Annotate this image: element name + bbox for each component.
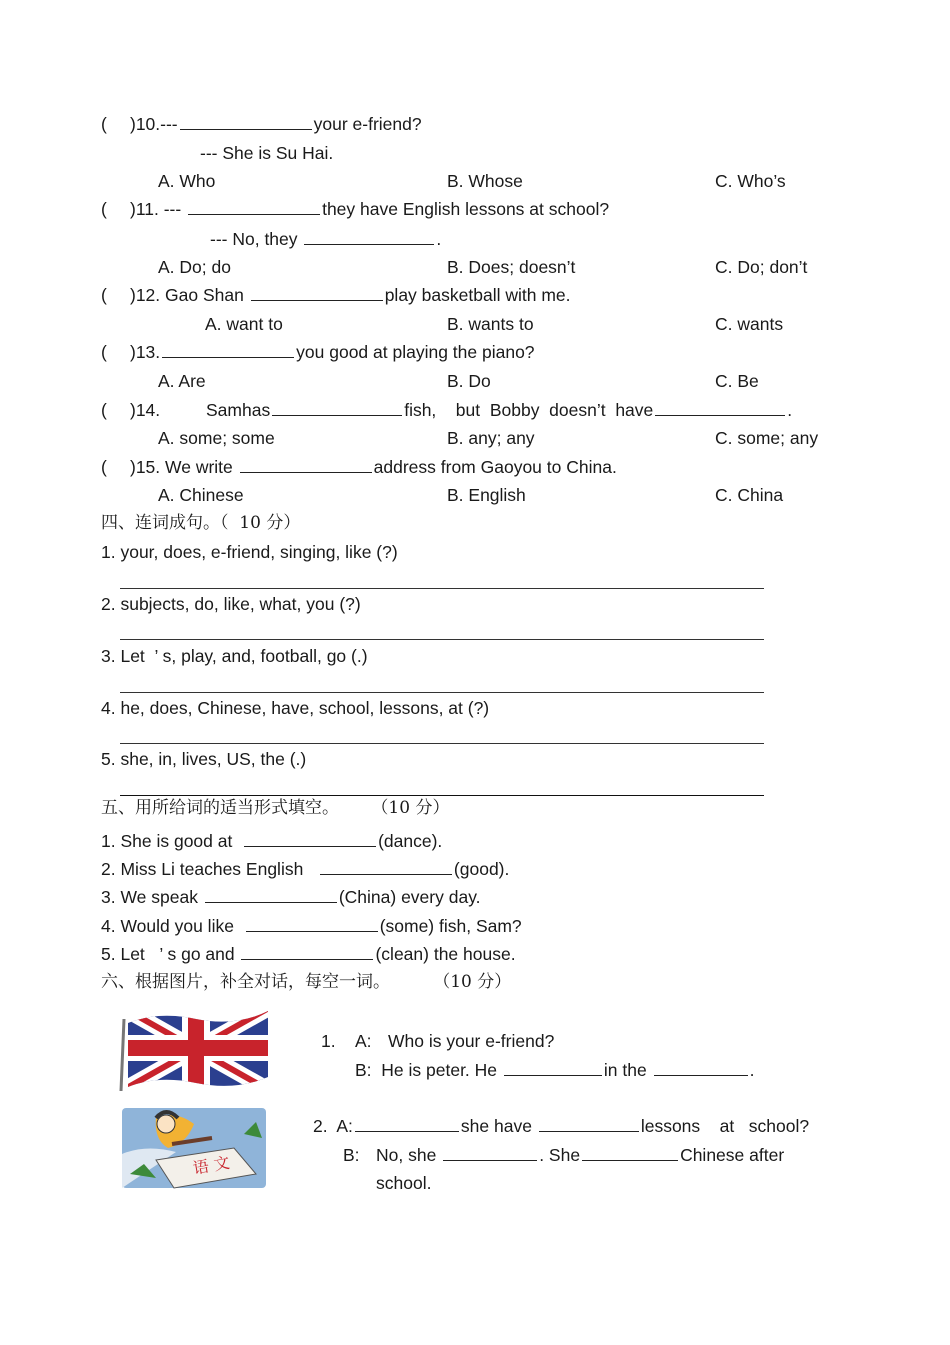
s4-item-2: 2. subjects, do, like, what, you (?) <box>101 594 361 614</box>
s5-item-3: 3. We speak (China) every day. <box>101 887 481 907</box>
s5-item-5: 5. Let ’ s go and (clean) the house. <box>101 944 516 964</box>
q15-option-c[interactable]: C. China <box>715 485 784 505</box>
q15-paren: ( <box>101 457 107 477</box>
s4-item-5: 5. she, in, lives, US, the (.) <box>101 749 307 769</box>
s5-item-2: 2. Miss Li teaches English (good). <box>101 859 510 879</box>
q11-stem: )11. --- they have English lessons at school? <box>130 199 610 219</box>
q14-blank1[interactable] <box>272 399 402 416</box>
q12-blank[interactable] <box>251 284 383 301</box>
q11-blank2[interactable] <box>304 228 434 245</box>
q14-option-c[interactable]: C. some; any <box>715 428 819 448</box>
s5-blank-2[interactable] <box>320 858 452 875</box>
q10-blank[interactable] <box>180 113 312 130</box>
d1-b-line: B: He is peter. He in the . <box>355 1060 755 1080</box>
d1-num: 1. <box>321 1031 336 1051</box>
s4-item-3: 3. Let ’ s, play, and, football, go (.) <box>101 646 368 666</box>
section6-heading: 六、根据图片，补全对话，每空一词。 （10 分） <box>101 972 512 992</box>
q11-option-c[interactable]: C. Do; don’t <box>715 257 808 277</box>
q10-sub: --- She is Su Hai. <box>200 143 334 163</box>
s4-answer-line-4[interactable] <box>120 743 764 744</box>
q10-paren: ( <box>101 114 107 134</box>
s5-blank-4[interactable] <box>246 915 378 932</box>
s5-blank-5[interactable] <box>241 943 373 960</box>
q13-stem: )13. you good at playing the piano? <box>130 342 535 362</box>
d2-b-line: No, she . She Chinese after <box>376 1145 785 1165</box>
flag-pole <box>121 1019 124 1091</box>
q10-option-a[interactable]: A. Who <box>158 171 216 191</box>
q13-blank[interactable] <box>162 341 294 358</box>
q13-option-b[interactable]: B. Do <box>447 371 491 391</box>
d2-blank-3[interactable] <box>443 1144 537 1161</box>
d1-a-label: A: <box>355 1031 372 1051</box>
d2-b-label: B: <box>343 1145 360 1165</box>
d2-blank-2[interactable] <box>539 1115 639 1132</box>
q15-option-a[interactable]: A. Chinese <box>158 485 244 505</box>
d1-blank-1[interactable] <box>504 1059 602 1076</box>
d1-blank-2[interactable] <box>654 1059 748 1076</box>
s5-item-4: 4. Would you like (some) fish, Sam? <box>101 916 522 936</box>
q13-option-a[interactable]: A. Are <box>158 371 206 391</box>
q11-option-b[interactable]: B. Does; doesn’t <box>447 257 576 277</box>
q14-stem: Samhas fish, but Bobby doesn’t have . <box>206 400 793 420</box>
q15-stem: )15. We write address from Gaoyou to China. <box>130 457 617 477</box>
s5-item-1: 1. She is good at (dance). <box>101 831 443 851</box>
q11-blank1[interactable] <box>188 198 320 215</box>
union-jack-flag-image <box>118 1005 274 1093</box>
book-characters: 语 文 <box>191 1152 232 1178</box>
s4-item-1: 1. your, does, e-friend, singing, like (?) <box>101 542 398 562</box>
flag-cloth <box>118 1005 274 1093</box>
d2-a-line: 2. A: she have lessons at school? <box>313 1116 810 1136</box>
section5-heading: 五、用所给词的适当形式填空。 （10 分） <box>101 798 450 818</box>
d2-b-last: school. <box>376 1173 432 1193</box>
q11-option-a[interactable]: A. Do; do <box>158 257 231 277</box>
q12-option-b[interactable]: B. wants to <box>447 314 534 334</box>
q15-blank[interactable] <box>240 456 372 473</box>
q12-option-a[interactable]: A. want to <box>205 314 283 334</box>
d2-blank-4[interactable] <box>582 1144 678 1161</box>
q13-paren: ( <box>101 342 107 362</box>
q12-option-c[interactable]: C. wants <box>715 314 784 334</box>
girl-reading-chinese-image <box>116 1104 268 1190</box>
q12-paren: ( <box>101 285 107 305</box>
s4-answer-line-3[interactable] <box>120 692 764 693</box>
d2-blank-1[interactable] <box>355 1115 459 1132</box>
q10-option-c[interactable]: C. Who’s <box>715 171 786 191</box>
q14-option-b[interactable]: B. any; any <box>447 428 535 448</box>
s4-answer-line-5[interactable] <box>120 795 764 796</box>
q11-paren: ( <box>101 199 107 219</box>
q14-paren: ( <box>101 400 107 420</box>
q13-option-c[interactable]: C. Be <box>715 371 759 391</box>
q10-stem: )10.--- your e-friend? <box>130 114 422 134</box>
q14-num: )14. <box>130 400 161 420</box>
q12-stem: )12. Gao Shan play basketball with me. <box>130 285 571 305</box>
s5-blank-1[interactable] <box>244 830 376 847</box>
q11-sub: --- No, they . <box>210 229 442 249</box>
q10-option-b[interactable]: B. Whose <box>447 171 523 191</box>
s4-answer-line-1[interactable] <box>120 588 764 589</box>
q14-blank2[interactable] <box>655 399 785 416</box>
d1-a-text: Who is your e-friend? <box>388 1031 555 1051</box>
s4-item-4: 4. he, does, Chinese, have, school, lessons, at (?) <box>101 698 490 718</box>
s4-answer-line-2[interactable] <box>120 639 764 640</box>
s5-blank-3[interactable] <box>205 886 337 903</box>
q15-option-b[interactable]: B. English <box>447 485 526 505</box>
section4-heading: 四、连词成句。（ 10 分） <box>101 513 301 533</box>
q14-option-a[interactable]: A. some; some <box>158 428 275 448</box>
